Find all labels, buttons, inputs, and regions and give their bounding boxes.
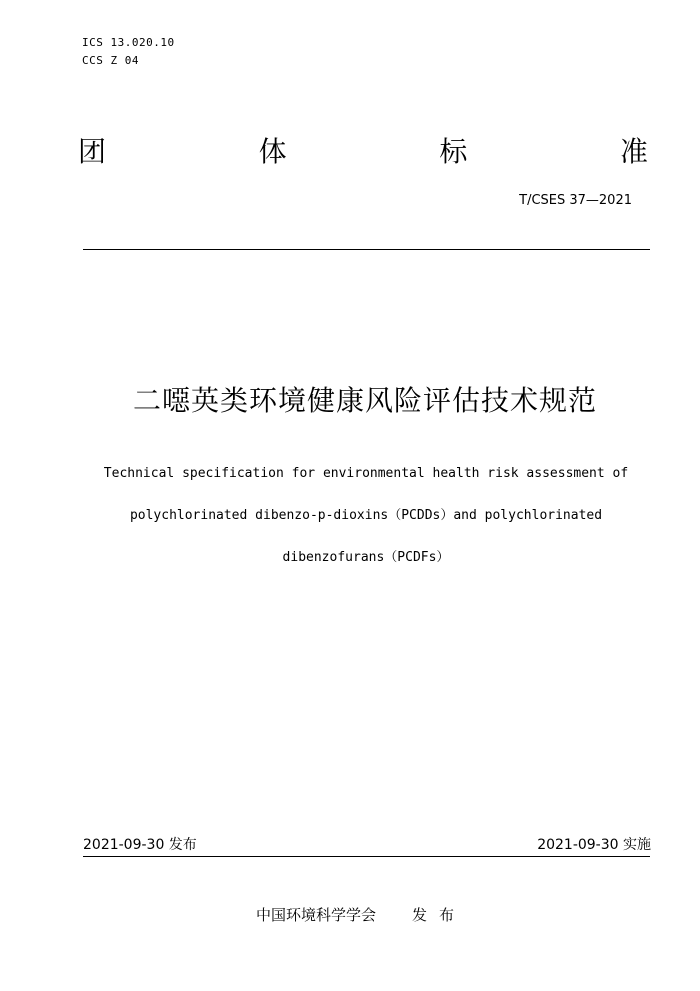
title-english-line: polychlorinated dibenzo-p-dioxins（PCDDs）and polychlorinated (129, 508, 603, 523)
issue-date: 2021-09-30 发布 (83, 837, 197, 853)
standard-type-char: 准 (619, 135, 648, 168)
title-chinese: 二噁英类环境健康风险评估技术规范 (132, 384, 597, 417)
standard-type (78, 132, 648, 172)
title-english-line: dibenzofurans（PCDFs） (282, 550, 450, 565)
standard-type-char: 标 (439, 135, 468, 168)
publisher-line (256, 905, 466, 925)
title-english (50, 442, 682, 589)
top-divider (83, 249, 650, 250)
implementation-date: 2021-09-30 实施 (537, 837, 651, 853)
standard-type-char: 体 (258, 135, 287, 168)
standard-type-char: 团 (78, 135, 107, 168)
ccs-code: CCS Z 04 (82, 54, 139, 67)
ics-code: ICS 13.020.10 (82, 36, 175, 49)
publisher-name: 中国环境科学学会 (256, 906, 377, 924)
standard-code: T/CSES 37—2021 (519, 193, 632, 208)
publish-action: 发布 (412, 906, 467, 924)
title-english-line: Technical specification for environmental health risk assessment of (103, 466, 629, 481)
bottom-divider (83, 856, 650, 857)
classification-codes (82, 34, 175, 70)
